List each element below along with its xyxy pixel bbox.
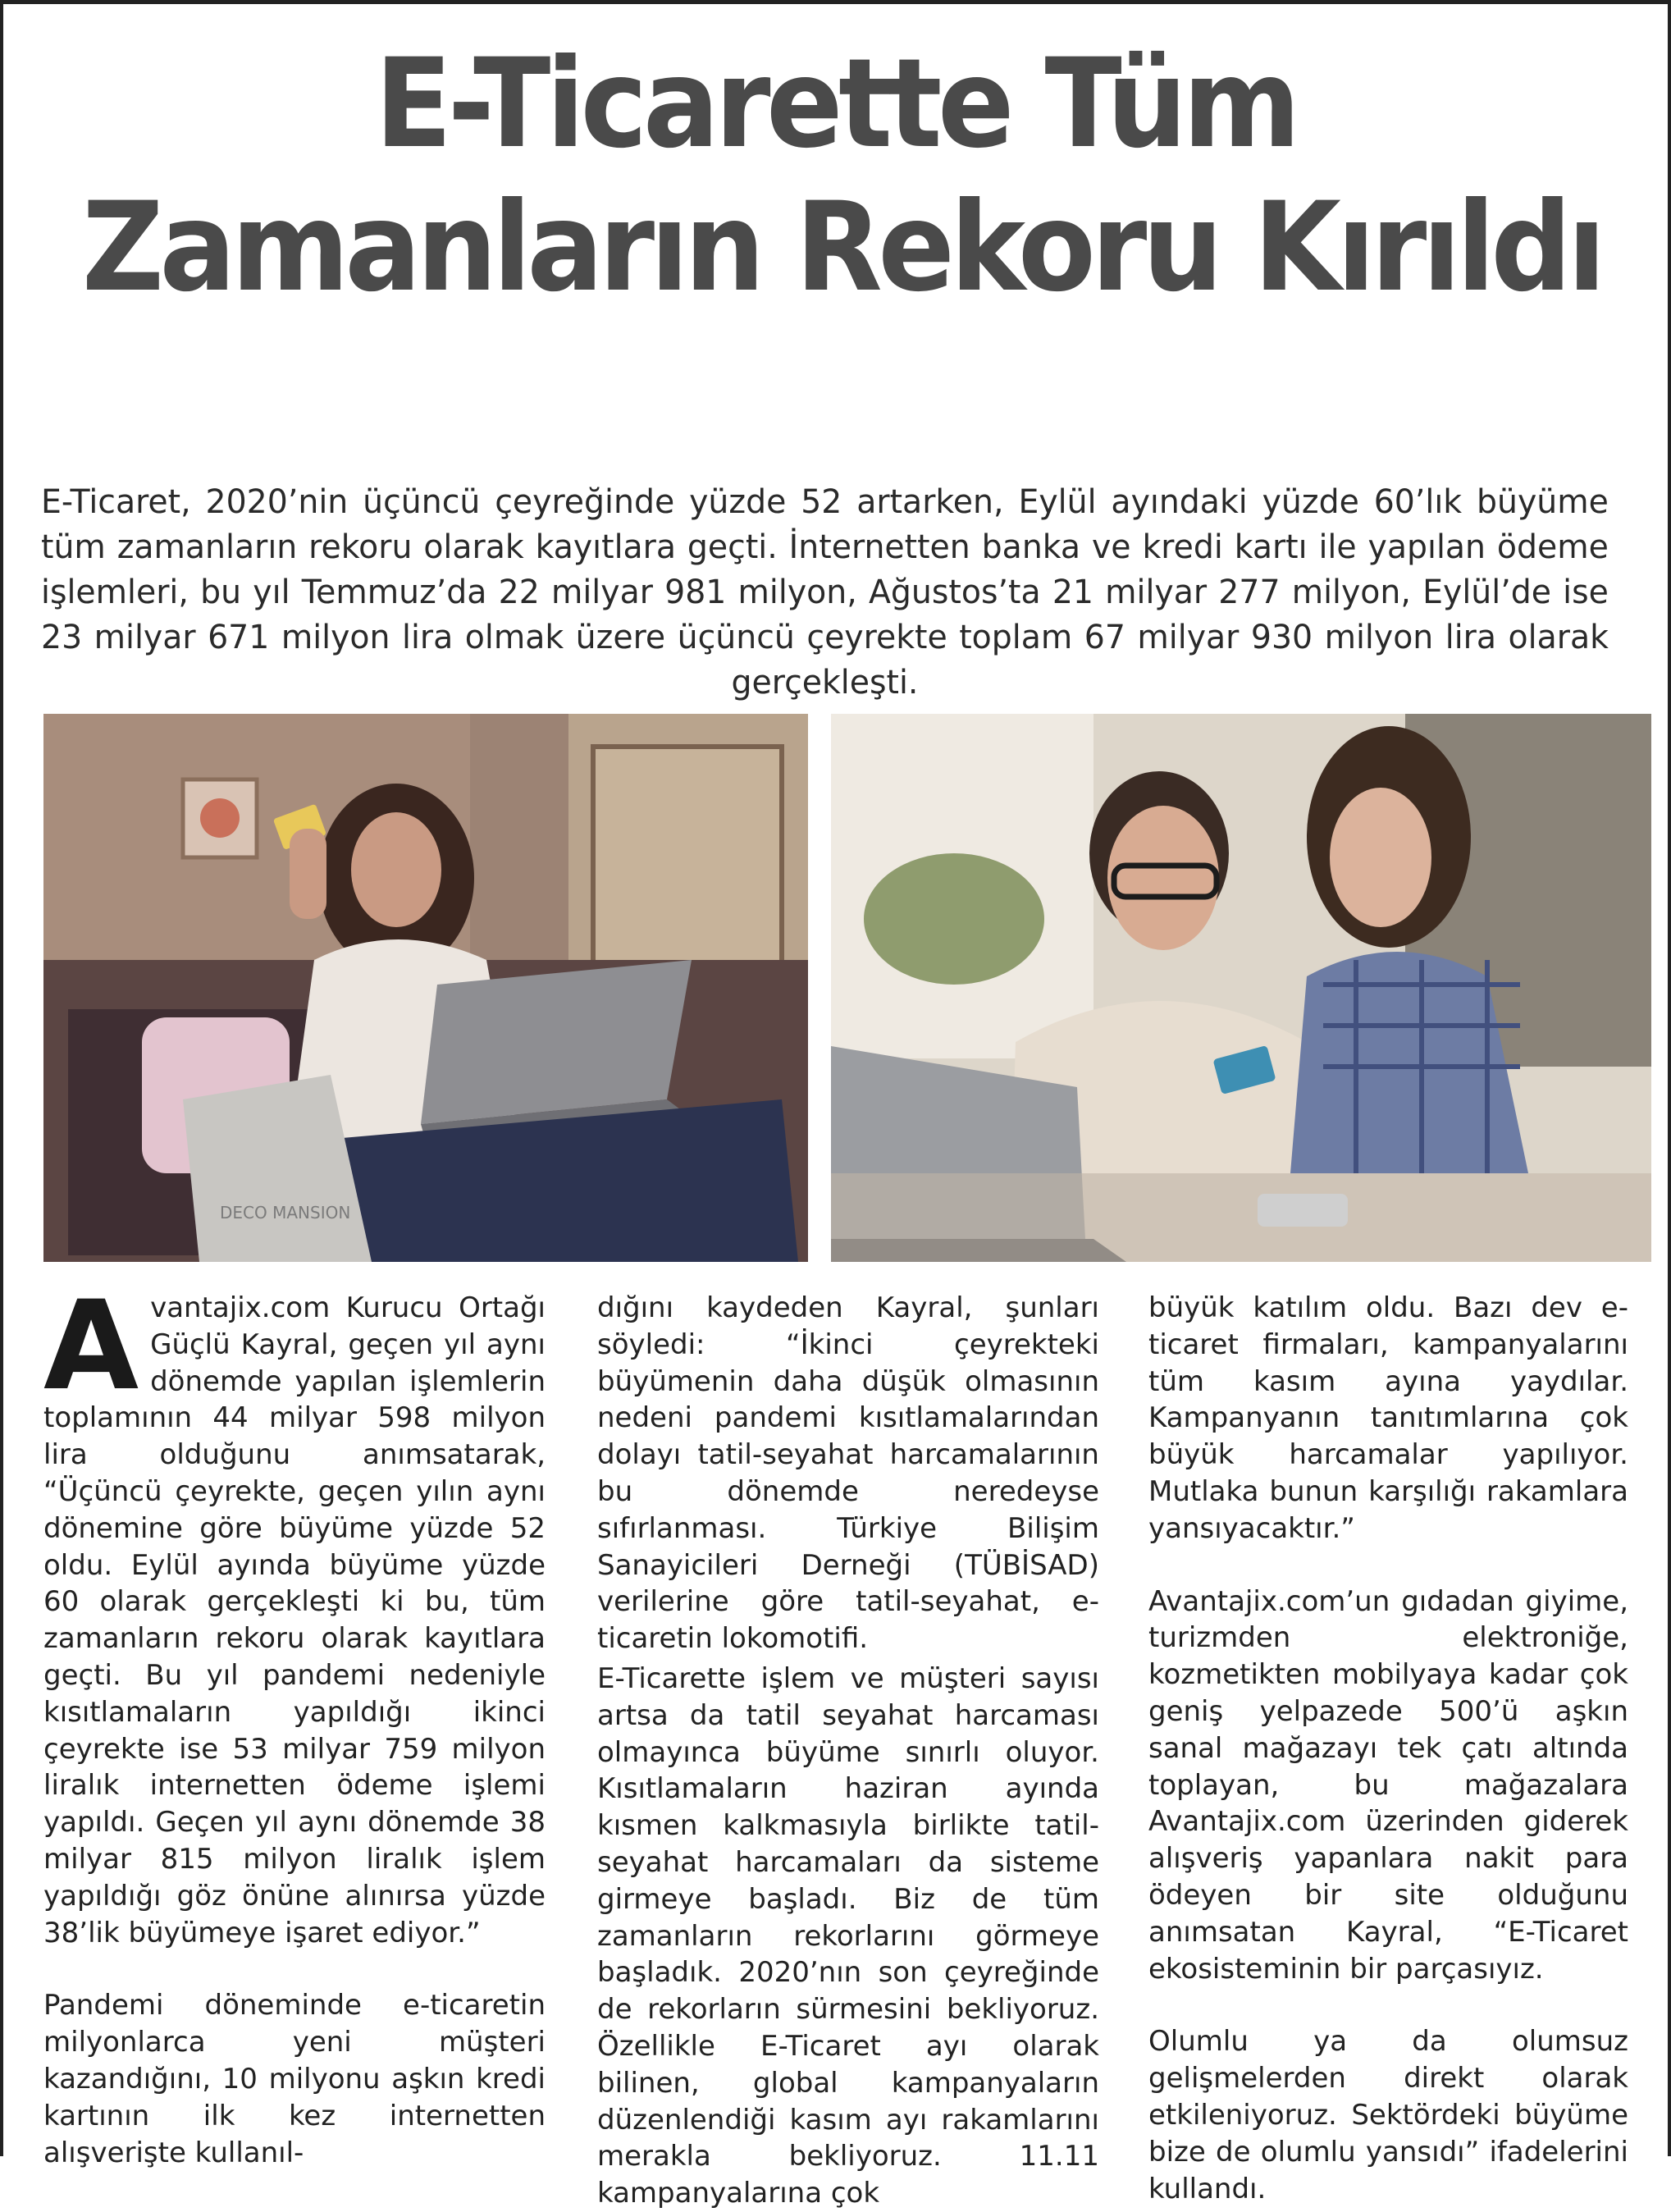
- article-text: vantajix.com Kurucu Ortağı Güçlü Kayral, geçen yıl aynı dönemde yapılan işlemlerin toplamının 44 milyar 598 milyon lira olduğunu anımsatarak, “Üçüncü çeyrekte, geçen yılın aynı dönemine göre büyüme yüzde 52 oldu. Eylül ayında büyüme yüzde 60 olarak gerçekleşti ki bu, tüm zamanların rekoru olarak kayıtlara geçti. Bu yıl pandemi nedeniyle kısıtlamaların yapıldığı ikinci çeyrekte ise 53 milyar 759 milyon liralık internetten ödeme işlemi yapıldı. Geçen yıl aynı dönemde 38 milyar 815 milyon liralık işlem yapıldığı göz önüne alınırsa yüzde 38’lik büyümeye işaret ediyor.”: [43, 1291, 546, 1949]
- article-column-1: [43, 1275, 546, 2169]
- photo-woman-illustration: [43, 714, 808, 1262]
- article-paragraph: Pandemi döneminde e-ticaretin milyonlarca yeni müşteri kazandığını, 10 milyonu aşkın kredi kartının ilk kez internetten alışverişte kullanıl-: [43, 1989, 546, 2169]
- headline: [81, 33, 1602, 320]
- article-paragraph: E-Ticarette işlem ve müşteri sayısı artsa da tatil seyahat harcaması olmayınca büyüme sınırlı oluyor. Kısıtlamaların haziran ayında kısmen kalkmasıyla birlikte tatil-seyahat harcamaları da sisteme girmeye başladı. Biz de tüm zamanların rekorlarını görmeye başladık. 2020’nın son çeyreğinde de rekorların sürmesini bekliyoruz. Özellikle E-Ticaret ayı olarak bilinen, global kampanyaların düzenlendiği kasım ayı rakamlarını merakla bekliyoruz. 11.11 kampanyalarına çok: [597, 1661, 1099, 2210]
- article-paragraph: dığını kaydeden Kayral, şunları söyledi: “İkinci çeyrekteki büyümenin daha düşük olmasının nedeni pandemi kısıtlamalarından dolayı tatil-seyahat harcamalarının bu dönemde neredeyse sıfırlanması. Türkiye Bilişim Sanayicileri Derneği (TÜBİSAD) verilerine göre tatil-seyahat, e-ticaretin lokomotifi.: [597, 1291, 1099, 1656]
- article-paragraph: [43, 1275, 546, 1951]
- article-paragraph: Avantajix.com’un gıdadan giyime, turizmden elektroniğe, kozmetikten mobilyaya kadar çok geniş yelpazede 500’ü aşkın sanal mağazayı tek çatı altında toplayan, bu mağazalara Avantajix.com üzerinden giderek alışveriş yapanlara nakit para ödeyen bir site olduğunu anımsatan Kayral, “E-Ticaret ekosisteminin bir parçasıyız.: [1148, 1584, 1628, 1986]
- photo-woman-with-laptop: [43, 714, 808, 1262]
- page-border-left: [0, 0, 3, 2156]
- drop-cap: A: [43, 1275, 139, 1418]
- bag-logo-text: DECO MANSION: [220, 1203, 351, 1223]
- headline-line-1: E-Ticarette Tüm: [374, 33, 1297, 176]
- article-paragraph: Olumlu ya da olumsuz gelişmelerden direkt olarak etkileniyoruz. Sektördeki büyüme bize de olumlu yansıdı” ifadelerini kullandı.: [1148, 2025, 1628, 2205]
- page-border-top: [0, 0, 1671, 4]
- photo-couple-with-laptop: [831, 714, 1651, 1262]
- page-border-right: [1668, 0, 1671, 2156]
- article-column-3: [1148, 1290, 1628, 2205]
- photo-couple-illustration: [831, 714, 1651, 1262]
- article-paragraph: büyük katılım oldu. Bazı dev e-ticaret firmaları, kampanyalarını tüm kasım ayına yaydılar. Kampanyanın tanıtımlarına çok büyük harcamalar yapılıyor. Mutlaka bunun karşılığı rakamlara yansıyacaktır.”: [1148, 1291, 1628, 1545]
- lead-paragraph: E-Ticaret, 2020’nin üçüncü çeyreğinde yüzde 52 artarken, Eylül ayındaki yüzde 60’lık büyüme tüm zamanların rekoru olarak kayıtlara geçti. İnternetten banka ve kredi kartı ile yapılan ödeme işlemleri, bu yıl Temmuz’da 22 milyar 981 milyon, Ağustos’ta 21 milyar 277 milyon, Eylül’de ise 23 milyar 671 milyon lira olmak üzere üçüncü çeyrekte toplam 67 milyar 930 milyon lira olarak gerçekleşti.: [41, 483, 1609, 702]
- headline-line-2: Zamanların Rekoru Kırıldı: [81, 176, 1602, 319]
- article-column-2: [597, 1290, 1099, 2210]
